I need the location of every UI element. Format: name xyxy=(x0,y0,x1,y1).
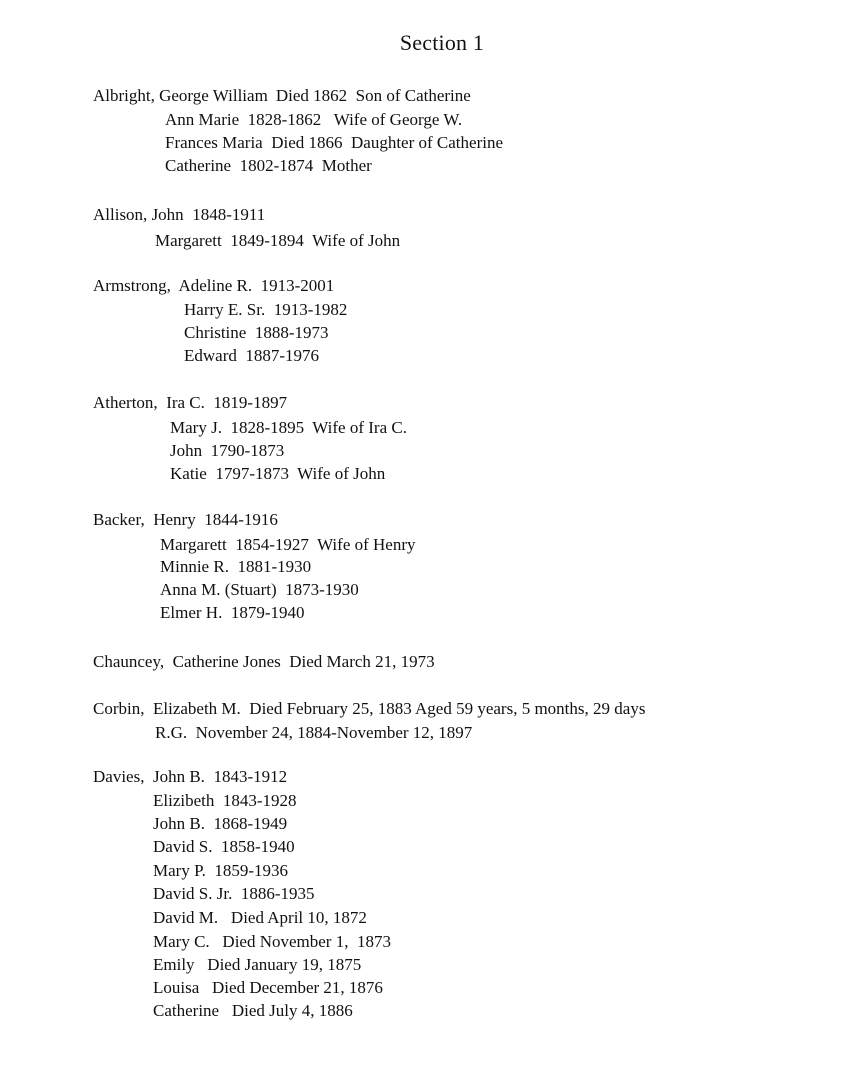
family-head-line xyxy=(93,510,278,530)
head-name: Adeline R. xyxy=(178,276,253,295)
member-line: Elmer H. 1879-1940 xyxy=(160,603,305,622)
head-details: Died March 21, 1973 xyxy=(289,652,435,671)
member-line: Louisa Died December 21, 1876 xyxy=(153,978,383,997)
member-line: Ann Marie 1828-1862 Wife of George W. xyxy=(165,110,463,129)
family-head-line xyxy=(93,652,435,672)
member-line: Minnie R. 1881-1930 xyxy=(160,557,312,576)
member-line: Mary P. 1859-1936 xyxy=(153,861,289,880)
family-head-line xyxy=(93,276,334,296)
member-line: Anna M. (Stuart) 1873-1930 xyxy=(160,580,359,599)
member-line: Christine 1888-1973 xyxy=(184,323,329,342)
member-line: R.G. November 24, 1884-November 12, 1897 xyxy=(155,723,473,742)
member-line: Elizibeth 1843-1928 xyxy=(153,791,297,810)
head-name: Catherine Jones xyxy=(172,652,281,671)
member-line: Margarett 1849-1894 Wife of John xyxy=(155,231,401,250)
member-line: Frances Maria Died 1866 Daughter of Catherine xyxy=(165,133,503,152)
family-head-line xyxy=(93,205,265,225)
head-name: George William xyxy=(159,86,268,105)
surname: Chauncey, xyxy=(93,652,165,671)
member-line: David M. Died April 10, 1872 xyxy=(153,908,367,927)
head-details: 1913-2001 xyxy=(260,276,335,295)
head-name: Ira C. xyxy=(166,393,205,412)
page-title: Section 1 xyxy=(399,30,485,55)
family-head-line xyxy=(93,86,471,106)
member-line: Margarett 1854-1927 Wife of Henry xyxy=(160,535,416,554)
head-details: 1844-1916 xyxy=(204,510,278,529)
member-line: Catherine Died July 4, 1886 xyxy=(153,1001,353,1020)
member-line: Mary J. 1828-1895 Wife of Ira C. xyxy=(170,418,407,437)
family-head-line xyxy=(93,767,287,787)
surname: Armstrong, xyxy=(93,276,171,295)
member-line: Mary C. Died November 1, 1873 xyxy=(153,932,391,951)
head-name: Elizabeth M. xyxy=(152,699,241,718)
family-head-line xyxy=(93,393,287,413)
surname: Atherton, xyxy=(93,393,158,412)
surname: Davies, xyxy=(93,767,145,786)
family-head-line xyxy=(93,699,645,719)
member-line: Edward 1887-1976 xyxy=(184,346,320,365)
head-name: John xyxy=(151,205,184,224)
surname: Corbin, xyxy=(93,699,145,718)
surname: Backer, xyxy=(93,510,145,529)
head-details: Died February 25, 1883 Aged 59 years, 5 months, 29 days xyxy=(249,699,646,718)
member-line: Harry E. Sr. 1913-1982 xyxy=(184,300,348,319)
surname: Albright, xyxy=(93,86,155,105)
member-line: Catherine 1802-1874 Mother xyxy=(165,156,372,175)
member-line: John B. 1868-1949 xyxy=(153,814,288,833)
head-details: 1848-1911 xyxy=(192,205,266,224)
head-name: Henry xyxy=(153,510,196,529)
head-details: Died 1862 Son of Catherine xyxy=(275,86,471,105)
member-line: John 1790-1873 xyxy=(170,441,285,460)
surname: Allison, xyxy=(93,205,148,224)
member-line: Katie 1797-1873 Wife of John xyxy=(170,464,386,483)
member-line: David S. Jr. 1886-1935 xyxy=(153,884,315,903)
head-name: John B. xyxy=(152,767,205,786)
member-line: Emily Died January 19, 1875 xyxy=(153,955,362,974)
head-details: 1819-1897 xyxy=(213,393,288,412)
head-details: 1843-1912 xyxy=(213,767,288,786)
member-line: David S. 1858-1940 xyxy=(153,837,295,856)
